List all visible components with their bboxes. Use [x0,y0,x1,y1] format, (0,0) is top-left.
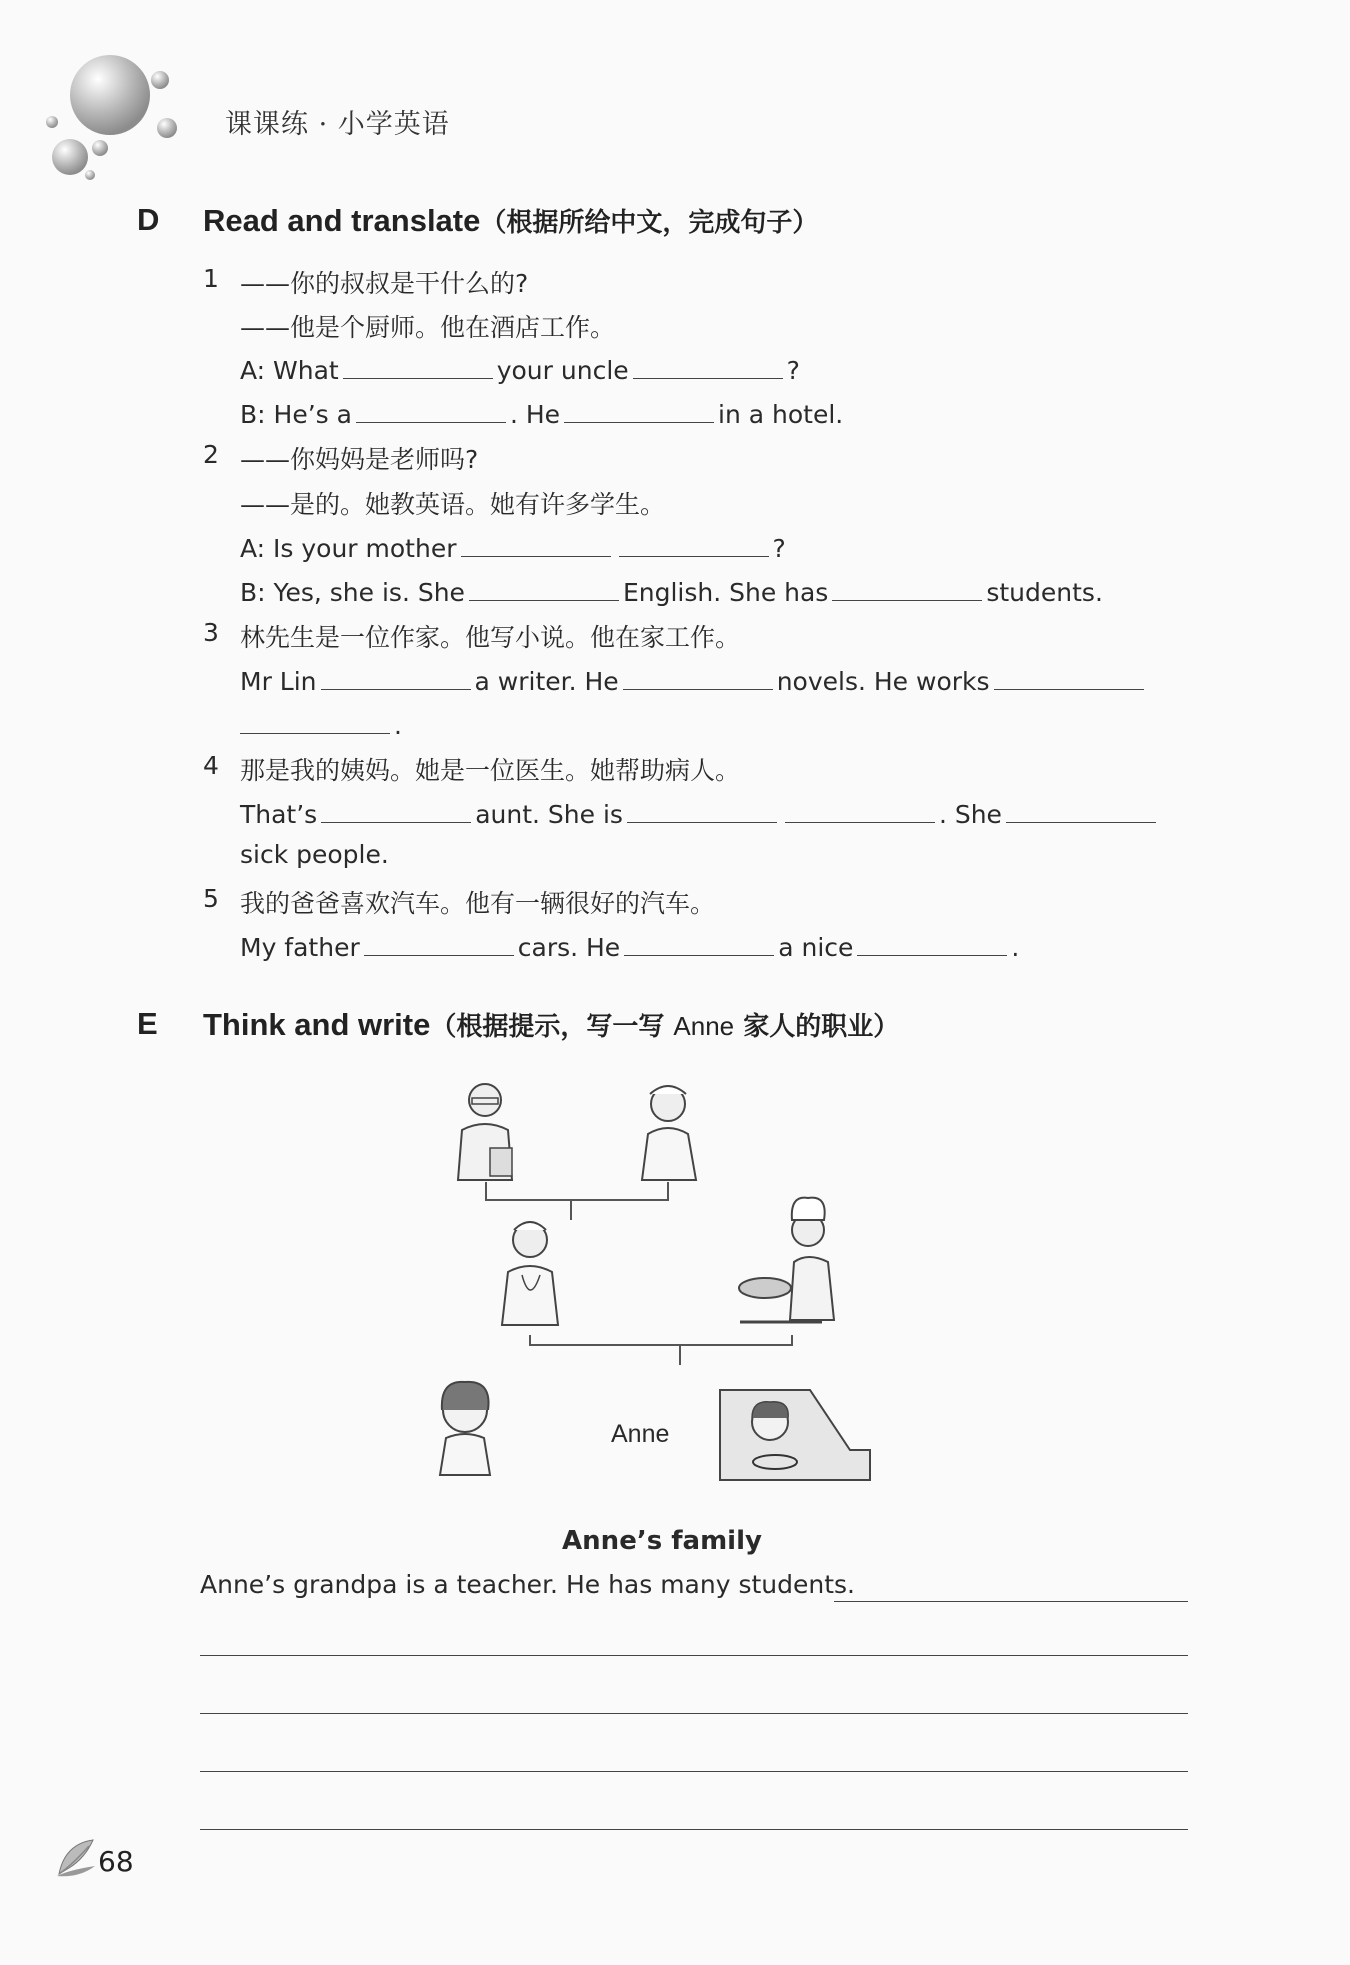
section-e-title-en: Think and write [203,1007,431,1042]
item-1-b-text-2: . He [509,400,561,429]
uncle-driver-icon [720,1390,870,1480]
item-3-number: 3 [203,618,219,647]
item-3-line-english-cont [240,707,402,740]
item-2-number: 2 [203,440,219,469]
item-4-text-2: aunt. She is [475,800,623,829]
item-3-line-english [240,663,1148,696]
grandma-nurse-icon [642,1086,696,1180]
item-4-number: 4 [203,751,219,780]
grandpa-teacher-icon [458,1084,512,1180]
family-tree-connectors [430,1182,792,1365]
item-5-text-3: a nice [778,933,854,962]
blank[interactable] [994,663,1144,690]
blank[interactable] [832,574,982,601]
writing-line[interactable] [834,1575,1188,1602]
item-2-b-text-1: B: Yes, she is. She [240,578,465,607]
blank[interactable] [240,707,390,734]
blank[interactable] [633,352,783,379]
item-2-line-b [240,574,1103,607]
section-e-title [203,1006,899,1043]
section-d-title-en: Read and translate [203,203,481,238]
blank[interactable] [785,796,935,823]
item-3-text-4: . [394,711,402,740]
writing-line[interactable] [200,1655,1188,1656]
item-3-text-2: a writer. He [474,667,619,696]
blank[interactable] [343,352,493,379]
page-number: 68 [98,1845,134,1878]
item-1-a-text-2: your uncle [496,356,629,385]
item-1-line-b [240,396,843,429]
item-2-b-text-3: students. [986,578,1103,607]
item-5-chinese: 我的爸爸喜欢汽车。他有一辆很好的汽车。 [240,889,716,918]
blank[interactable] [857,929,1007,956]
item-1-b-text-3: in a hotel. [718,400,844,429]
section-d-title-cn: （根据所给中文，完成句子） [480,208,819,238]
item-5-text-1: My father [240,933,360,962]
item-1-number: 1 [203,264,219,293]
book-title: 课课练 · 小学英语 [225,109,450,140]
item-4-line-english [240,796,1160,829]
item-2-a-text-2: ? [772,534,786,563]
blank[interactable] [461,530,611,557]
anne-label: Anne [611,1420,670,1448]
section-d-letter: D [137,202,160,237]
blank[interactable] [623,663,773,690]
item-3-text-1: Mr Lin [240,667,317,696]
section-e-title-cn-b: 家人的职业） [734,1012,900,1042]
father-doctor-icon [502,1222,558,1325]
item-2-a-text-1: A: Is your mother [240,534,457,563]
section-e-title-cn-name: Anne [673,1011,735,1041]
writing-line[interactable] [200,1713,1188,1714]
item-5-number: 5 [203,884,219,913]
section-e-letter: E [137,1006,158,1041]
item-3-text-3: novels. He works [776,667,990,696]
anne-girl-icon [440,1382,490,1475]
item-4-text-3: . She [938,800,1002,829]
bubbles-decoration-icon [40,50,190,190]
blank[interactable] [624,929,774,956]
item-4-text-1: That’s [240,800,318,829]
item-1-line-a [240,352,800,385]
blank[interactable] [356,396,506,423]
item-2-chinese-answer: ——是的。她教英语。她有许多学生。 [240,490,666,519]
mother-cook-icon [739,1198,834,1322]
item-5-text-2: cars. He [517,933,621,962]
blank[interactable] [627,796,777,823]
item-4-line-english-cont: sick people. [240,840,389,869]
item-2-chinese-question: ——你妈妈是老师吗? [240,445,479,474]
item-1-b-text-1: B: He’s a [240,400,352,429]
item-5-line-english [240,929,1019,962]
writing-line[interactable] [200,1829,1188,1830]
item-1-chinese-question: ——你的叔叔是干什么的? [240,269,529,298]
item-1-a-text-3: ? [786,356,800,385]
first-sentence: Anne’s grandpa is a teacher. He has many students. [200,1570,856,1599]
item-1-a-text-1: A: What [240,356,339,385]
blank[interactable] [321,796,471,823]
section-d-title [203,202,818,239]
item-4-chinese: 那是我的姨妈。她是一位医生。她帮助病人。 [240,756,741,785]
section-e-title-cn-a: （根据提示，写一写 [430,1012,674,1042]
blank[interactable] [564,396,714,423]
writing-line[interactable] [200,1771,1188,1772]
blank[interactable] [321,663,471,690]
blank[interactable] [469,574,619,601]
blank[interactable] [364,929,514,956]
item-3-chinese: 林先生是一位作家。他写小说。他在家工作。 [240,623,741,652]
illustration-caption: Anne’s family [562,1526,762,1556]
item-1-chinese-answer: ——他是个厨师。他在酒店工作。 [240,313,616,342]
blank[interactable] [619,530,769,557]
item-2-line-a [240,530,786,563]
item-5-text-4: . [1011,933,1020,962]
blank[interactable] [1006,796,1156,823]
item-2-b-text-2: English. She has [622,578,829,607]
leaf-decoration-icon [55,1838,97,1878]
